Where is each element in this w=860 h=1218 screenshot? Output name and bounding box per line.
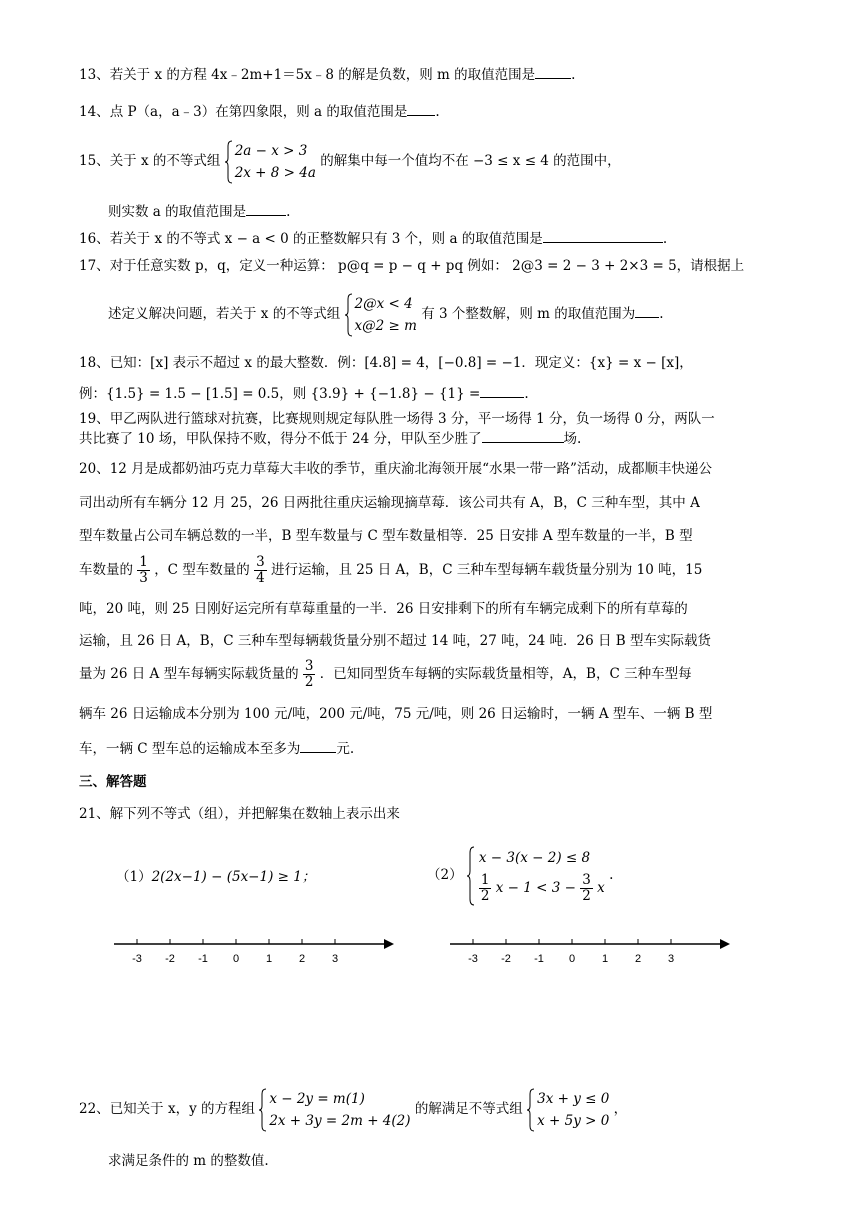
question-17-line2: 述定义解决问题，若关于 x 的不等式组 2@x < 4 x@2 ≥ m 有 3 个整数解，则 m 的取值范围为 . <box>108 290 664 338</box>
question-20-line4: 车数量的 $\frac{1}{3}$ ，C 型车数量的 $\frac{3}{4}$ 进行运输，且 25 日 A，B，C 三种车型每辆车载货量分别为 10 吨，15 <box>79 554 703 586</box>
question-20-line2: 司出动所有车辆分 12 月 25，26 日两批往重庆运输现摘草莓．该公司共有 A，B，C 三种车型，其中 A <box>79 495 700 511</box>
tick-label: -2 <box>501 953 511 965</box>
question-19: 19、甲乙两队进行篮球对抗赛，比赛规则规定每队胜一场得 3 分，平一场得 1 分，负一场得 0 分，两队一 <box>79 411 715 427</box>
question-20: 20、12 月是成都奶油巧克力草莓大丰收的季节，重庆渝北海领开展“水果一带一路”活动，成都顺丰快递公 <box>79 461 712 477</box>
question-20-line5: 吨，20 吨，则 25 日刚好运完所有草莓重量的一半．26 日安排剩下的所有车辆完成剩下的所有草莓的 <box>79 601 688 617</box>
fraction: $\frac{1}{3}$ <box>139 554 148 586</box>
section-heading: 三、解答题 <box>79 774 147 790</box>
question-21-part1: （1）2(2x−1) − (5x−1) ≥ 1； <box>116 869 316 885</box>
tick-label: -3 <box>468 953 478 965</box>
inequality-system: 2a − x > 3 2x + 8 > 4a <box>225 140 316 184</box>
answer-blank <box>300 738 336 753</box>
question-20-line7: 量为 26 日 A 型车每辆实际载货量的 $\frac{3}{2}$ ．已知同型货车每辆的实际载货量相等，A，B，C 三种车型每 <box>79 658 692 690</box>
tick-label: -2 <box>165 953 175 965</box>
question-19-line2: 共比赛了 10 场，甲队保持不败，得分不低于 24 分，甲队至少胜了 场. <box>79 428 581 448</box>
answer-blank <box>482 428 564 443</box>
tick-label: 2 <box>634 953 642 965</box>
inequality-system: 2@x < 4 x@2 ≥ m <box>345 293 417 337</box>
equation-system: x − 2y = m(1) 2x + 3y = 2m + 4(2) <box>259 1088 410 1132</box>
arrow-icon <box>384 939 394 949</box>
fraction: $\frac{3}{2}$ <box>304 658 314 690</box>
inequality-system: 3x + y ≤ 0 x + 5y > 0 <box>527 1088 609 1132</box>
answer-blank <box>480 383 524 398</box>
fraction: $\frac{3}{2}$ <box>582 871 591 904</box>
question-15: 15、关于 x 的不等式组 2a − x > 3 2x + 8 > 4a 的解集中每一个值均不在 −3 ≤ x ≤ 4 的范围中， <box>79 137 621 185</box>
answer-blank <box>246 201 286 216</box>
question-20-line9: 车，一辆 C 型车总的运输成本至多为 元. <box>79 738 354 758</box>
inequality-system: x − 3(x − 2) ≤ 8 $\frac{1}{2}$ x − 1 < 3 − $\frac{3}{2}$ x <box>467 846 605 906</box>
number-line-1 <box>112 932 402 968</box>
tick-label: 0 <box>568 953 576 965</box>
question-22: 22、已知关于 x，y 的方程组 x − 2y = m(1) 2x + 3y = 2m + 4(2) 的解满足不等式组 3x + y ≤ 0 x + 5y > 0 ， <box>79 1084 627 1134</box>
answer-blank <box>407 101 435 116</box>
question-18: 18、已知：[x] 表示不超过 x 的最大整数．例：[4.8] = 4，[−0.8] = −1．现定义：{x} = x − [x]， <box>79 355 693 371</box>
tick-label: 1 <box>601 953 609 965</box>
tick-label: 2 <box>298 953 306 965</box>
number-line-2 <box>448 932 738 968</box>
question-20-line8: 辆车 26 日运输成本分别为 100 元/吨，200 元/吨，75 元/吨，则 26 日运输时，一辆 A 型车、一辆 B 型 <box>79 706 713 722</box>
question-20-line3: 型车数量占公司车辆总数的一半，B 型车数量与 C 型车数量相等．25 日安排 A 型车数量的一半，B 型 <box>79 528 693 544</box>
fraction: $\frac{1}{2}$ <box>480 871 490 904</box>
question-14: 14、点 P（a，a﹣3）在第四象限，则 a 的取值范围是 . <box>79 101 440 121</box>
question-16: 16、若关于 x 的不等式 x − a < 0 的正整数解只有 3 个，则 a 的取值范围是 . <box>79 228 667 248</box>
arrow-icon <box>720 939 730 949</box>
tick-label: -1 <box>534 953 544 965</box>
question-20-line6: 运输，且 26 日 A，B，C 三种车型每辆载货量分别不超过 14 吨，27 吨，24 吨．26 日 B 型车实际载货 <box>79 633 712 649</box>
tick-label: 3 <box>331 953 339 965</box>
question-17: 17、对于任意实数 p，q，定义一种运算： p@q = p − q + pq 例如： 2@3 = 2 − 3 + 2×3 = 5，请根据上 <box>79 258 745 274</box>
tick-label: -3 <box>132 953 142 965</box>
question-15-line2: 则实数 a 的取值范围是 . <box>108 201 290 221</box>
tick-label: 3 <box>667 953 675 965</box>
question-21: 21、解下列不等式（组），并把解集在数轴上表示出来 <box>79 806 400 822</box>
answer-blank <box>635 303 659 318</box>
tick-label: 0 <box>232 953 240 965</box>
answer-blank <box>535 64 571 79</box>
question-18-line2: 例：{1.5} = 1.5 − [1.5] = 0.5，则 {3.9} + {−1.8} − {1} = . <box>79 383 529 403</box>
question-22-line2: 求满足条件的 m 的整数值. <box>108 1153 269 1169</box>
fraction: $\frac{3}{4}$ <box>256 554 265 586</box>
tick-label: -1 <box>198 953 208 965</box>
question-13: 13、若关于 x 的方程 4x﹣2m+1＝5x﹣8 的解是负数，则 m 的取值范围是 . <box>79 64 575 84</box>
answer-blank <box>543 228 663 243</box>
question-21-part2: （2） x − 3(x − 2) ≤ 8 $\frac{1}{2}$ x − 1 < 3 − $\frac{3}{2}$ x . <box>427 843 613 907</box>
tick-label: 1 <box>265 953 273 965</box>
